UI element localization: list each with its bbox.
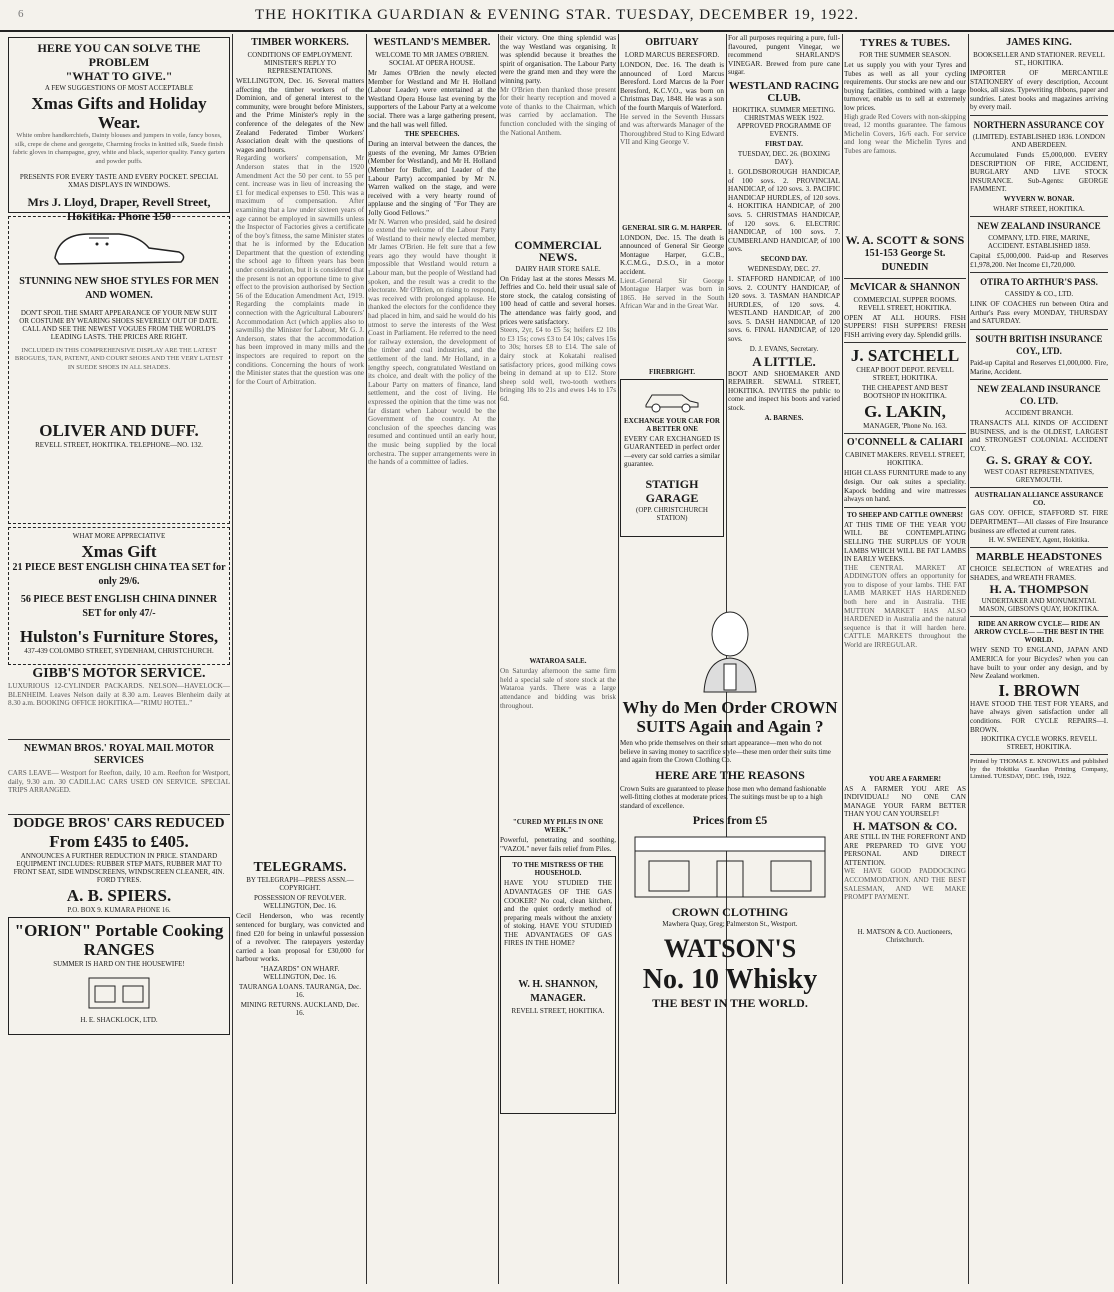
vinegar-body: For all purposes requiring a pure, full-flavoured, pungent Vinegar, we recommend SHARLAND'S VINEGAR. Brewed from pure cane sugar. (728, 34, 840, 77)
westland-article-text: Mr N. Warren who presided, said he desired to extend the welcome of the Labour Party of Westland to their newly elected member, Mr James O'Brien. He felt sure that a few years ago they would have thought it impossible that Westland would return a Labour man, but the people of Westland had spoken, and the result was a credit to the electorate. Mr O'Brien, on rising to respond, was received with prolonged applause. He thanked the electors for the confidence they had placed in him, and said he would do his utmost to serve the interests of the West Coast in Parliament. He referred to the need for railway extension, the development of the timber and coal industries, and the settlement of the land. Mr Holland, in a lengthy speech, congratulated Westland on its choice, and dealt with the policy of the Labour Party on matters of finance, land settlement, and the cost of living. He expressed the opinion that the time was not far distant when Labour would be the Government of the country. At the conclusion of the speeches dancing was resumed and continued until an early hour, the music being supplied by the local orchestra. The supper arrangements were in the hands of a committee of ladies. (368, 217, 496, 467)
cycle-title: RIDE AN ARROW CYCLE— RIDE AN ARROW CYCLE— —THE BEST IN THE WORLD. (974, 620, 1104, 645)
crown-body: Men who pride themselves on their smart appearance—men who do not believe in saving money to sacrifice style—these men order their suits time and again from the Crown Clothing Co. (620, 739, 831, 764)
bonar-name: WYVERN W. BONAR. (1003, 194, 1075, 203)
orion-ad (8, 917, 230, 1035)
gibbs-body: LUXURIOUS 12-CYLINDER PACKARDS. NELSON—HAVELOCK—BLENHEIM. Leaves Nelson daily at 8.30 a.m. Leaves Blenheim daily at 8.30 a.m. BOOKING OFFICE HOKITIKA—"RIMU HOTEL." (8, 682, 230, 708)
oconnell-sub: CABINET MAKERS. REVELL STREET, HOKITIKA. (845, 451, 965, 468)
nzaccident-title: NEW ZEALAND INSURANCE CO. LTD. (977, 384, 1101, 407)
scott-name: W. A. SCOTT & SONS (845, 232, 965, 247)
alliance-body: GAS COY. OFFICE, STAFFORD ST. FIRE DEPARTMENT—All classes of Fire Insurance business are effected at current rates. (970, 509, 1108, 535)
general-title: GENERAL SIR G. M. HARPER. (622, 223, 722, 232)
events-day-2: 1. STAFFORD HANDICAP, of 100 sovs. 2. COUNTY HANDICAP, of 120 sovs. 3. TASMAN HANDICAP HURDLES, of 120 sovs. 4. WESTLAND HANDICAP, of 200 sovs. 5. DASH HANDICAP, of 120 sovs. 6. FINAL HANDICAP, of 120 sovs. (728, 274, 840, 344)
dodge-price: From £435 to £405. (49, 832, 189, 851)
mistress-title: TO THE MISTRESS OF THE HOUSEHOLD. (512, 861, 604, 878)
shannon-name: W. H. SHANNON, MANAGER. (518, 979, 598, 1005)
spiers-name: A. B. SPIERS. (66, 886, 172, 905)
wataroa-title: WATAROA SALE. (529, 657, 587, 666)
tyres-text: High grade Red Covers with non-skipping tread, 12 months guarantee. The famous Michelin Covers, 16/6 each. For service and long wear the Michelin Tyres and Tubes are famous. (844, 112, 966, 155)
xmas-tail: PRESENTS FOR EVERY TASTE AND EVERY POCKET. SPECIAL XMAS DISPLAYS IN WINDOWS. (19, 173, 219, 189)
bonar-address: WHARF STREET, HOKITIKA. (993, 204, 1085, 213)
range-illustration (79, 972, 159, 1012)
second-date: WEDNESDAY, DEC. 27. (747, 264, 821, 273)
xmas-header: HERE YOU CAN SOLVE THE PROBLEM (37, 41, 201, 69)
exchange-body: EVERY CAR EXCHANGED IS GUARANTEED in perfect order—every car sold carries a similar guarantee. (624, 434, 720, 469)
otira-body: LINK OF COACHES run between Otira and Arthur's Pass every MONDAY, THURSDAY and SATURDAY. (970, 300, 1108, 326)
matson-body: ARE STILL IN THE FOREFRONT AND ARE PREPARED TO GIVE YOU PERSONAL AND DIRECT ATTENTION. (844, 833, 966, 867)
events-day-1: 1. GOLDSBOROUGH HANDICAP, of 100 sovs. 2. PROVINCIAL HANDICAP, of 120 sovs. 3. PACIFIC HANDICAP HURDLES, of 120 sovs. 4. HOKITIKA HANDICAP, of 200 sovs. 5. CHRISTMAS HANDICAP, of 120 sovs. 6. ELECTRIC HANDICAP, of 100 sovs. 7. CUMBERLAND HANDICAP, of 100 sovs. (728, 167, 840, 254)
gray-name: G. S. GRAY & COY. (985, 453, 1093, 468)
sheep-text: THE CENTRAL MARKET AT ADDINGTON offers an opportunity for you to dispose of your lambs. THE FAT LAMB MARKET HAS HARDENED both here and in Australia. THE MUTTON MARKET HAS ALSO HARDENED in Australia and the natural sequence is that it will harden here. CATTLE MARKETS throughout the World are IRREGULAR. (844, 563, 966, 650)
xmas-title: Xmas Gifts and Holiday Wear. (31, 94, 207, 132)
marble-body: CHOICE SELECTION of WREATHS and SHADES, and WREATH FRAMES. (970, 565, 1108, 582)
cured-body: Powerful, penetrating and soothing, "VAZOL" never fails relief from Piles. (500, 836, 616, 853)
column-3 (368, 34, 496, 1284)
spiers-address: P.O. BOX 9. KUMARA PHONE 16. (67, 906, 171, 914)
wataroa-text: On Saturday afternoon the same firm held a special sale of store stock at the Wataroa yards. There was a large attendance and bidding was brisk throughout. (500, 667, 616, 710)
xmas-items: White ombre handkerchiefs, Dainty blouses and jumpers in voile, fancy boxes, silk, crepe de chene and georgette, Charming frocks in knitted silk, Suede finish fabric gloves in champagne, grey, white and black, superior quality. Fancy garters and powder puffs. (12, 132, 226, 165)
telegrams-body: Cecil Henderson, who was recently sentenced for burglary, was convicted and fined £20 for being in unlawful possession of a revolver. The ratepayers yesterday carried a loan proposal for £30,000 for harbour works. (236, 912, 364, 964)
gibbs-title: GIBB'S MOTOR SERVICE. (32, 666, 206, 681)
obituary-text: He served in the Seventh Hussars and was afterwards Manager of the Thoroughbred Stud to King Edward VII and King George V. (620, 112, 724, 147)
gas-ad (500, 856, 616, 1114)
thompson-sub: UNDERTAKER AND MONUMENTAL MASON, GIBSON'S QUAY, HOKITIKA. (979, 597, 1099, 614)
whisky-tagline: THE BEST IN THE WORLD. (652, 996, 808, 1010)
shoe-extra: INCLUDED IN THIS COMPREHENSIVE DISPLAY ARE THE LATEST BROGUES, TAN, PATENT, AND COURT SHOES AND THE VERY LATEST IN SUEDE SHOES IN ALL SHADES. (14, 346, 224, 371)
sweeney-name: H. W. SWEENEY, Agent, Hokitika. (988, 536, 1090, 545)
oliver-address: REVELL STREET, HOKITIKA. TELEPHONE—NO. 132. (35, 440, 203, 449)
column-7 (844, 34, 966, 1284)
telegrams-sub: BY TELEGRAPH—PRESS ASSN.—COPYRIGHT. (246, 876, 354, 893)
man-pointing-illustration (690, 604, 770, 694)
crown-ad (620, 600, 840, 1284)
column-1 (8, 34, 230, 1284)
first-day: FIRST DAY. (765, 139, 803, 148)
thompson-name: H. A. THOMPSON (989, 582, 1089, 597)
cycle-body: WHY SEND TO ENGLAND, JAPAN AND AMERICA for your Bicycles? when you can have built to your order any design, and by New Zealand workmen. (970, 646, 1108, 681)
commercial-text: Steers, 2yr, £4 to £5 5s; heifers £2 10s to £3 15s; cows £3 to £4 10s; calves 15s to 30s; horses £8 to £14. The sale of dairy stock at Kokatahi realised satisfactory prices, good milking cows being in demand at up to £12. Store sheep sold well, two-tooth wethers bringing 18s to 21s and ewes 14s to 17s 6d. (500, 326, 616, 403)
column-4 (500, 34, 616, 1284)
northern-title: NORTHERN ASSURANCE COY (973, 119, 1105, 130)
timber-article-text: Regarding workers' compensation, Mr Anderson states that in the 1920 Amendment Act the 50 per cent. to 55 per cent. increase was in lieu of increasing the £1 for medical expenses to £50. This was a maximum of compensation. After examining that a law under sixteen years of age cannot be employed in sawmills unless the Inspector of Factories gives a certificate of the boy's fitness, the same Minister states that he is informed by the Education Department that the question of extending the school age to fifteen years has been under consideration, but it is considered that the present is not an opportune time to give effect to the provision authorised by Section 56 of the Education Amendment Act, 1919. Regarding the complaints made in connection with the Agricultural Labourers' Accommodation Act (which applies also to sawmills) the Minister for Labour, Mr G. J. Anderson, states that the accommodation has been improved in many mills and the inspectors are required to report on the conditions. Concerning the hours of work the Minister states that the question was one for the Court of Arbitration. (236, 154, 364, 386)
mistress-body: HAVE YOU STUDIED THE ADVANTAGES OF THE GAS COOKER? No coal, clean kitchen, and the quiet orderly method of preparing meals without the anxiety of stoking. HAVE YOU STUDIED THE ADVANTAGES OF GAS FIRES IN THE HOME? (504, 879, 612, 948)
scott-address: 151-153 George St. DUNEDIN (864, 247, 946, 273)
nzi-title: NEW ZEALAND INSURANCE (977, 220, 1101, 231)
column-5 (620, 34, 724, 604)
orion-sub: SUMMER IS HARD ON THE HOUSEWIFE! (53, 960, 185, 968)
statigh-address: (OPP. CHRISTCHURCH STATION) (636, 505, 708, 522)
masthead (0, 0, 1114, 32)
statigh-name: STATIGH GARAGE (645, 476, 699, 505)
timber-body: WELLINGTON, Dec. 16. Several matters affecting the timber workers of the Dominion, and of general interest to the community, were brought before Ministers, and the Prime Minister's reply in the conference of the delegates of the New Zealand Federated Timber Workers' Association dealt with the questions of wages and hours. (236, 77, 364, 154)
china-ad (8, 527, 230, 665)
mcvicar-title: McVICAR & SHANNON (850, 281, 960, 293)
orion-agent: H. E. SHACKLOCK, LTD. (80, 1016, 158, 1024)
china-head: WHAT MORE APPRECIATIVE (72, 532, 166, 540)
speeches-body: During an interval between the dances, the guests of the evening, Mr James O'Brien (Member for Westland), and Mr H. Holland (Member for Buller, and Leader of the Labour Party) accompanied by Mr N. Warren walked on the stage, and were received with a very hearty round of applause and the singing of "For They are Jolly Good Fellows." (368, 140, 496, 217)
westland-sub: WELCOME TO MR JAMES O'BRIEN. SOCIAL AT OPERA HOUSE. (375, 51, 489, 67)
imprint: Printed by THOMAS E. KNOWLES and published by the Hokitika Guardian Printing Company, Limited. TUESDAY, DEC. 19th, 1922. (970, 758, 1108, 781)
king-sub: BOOKSELLER AND STATIONER. REVELL ST., HOKITIKA. (973, 51, 1105, 67)
south-title: SOUTH BRITISH INSURANCE COY., LTD. (975, 333, 1103, 356)
sheep-title: TO SHEEP AND CATTLE OWNERS! (846, 510, 964, 519)
matson-text: WE HAVE GOOD PADDOCKING ACCOMMODATION. AND THE BEST SALESMAN, AND WE MAKE PROMPT PAYMENT. (844, 867, 966, 902)
watson-title: WATSON'S (663, 934, 797, 963)
obituary-body: LONDON, Dec. 16. The death is announced of Lord Marcus Beresford. Lord Marcus de la Poer Beresford, K.C.V.O., was born on Christmas Day, 1848. He was a son of the fourth Marquis of Waterford. (620, 61, 724, 112)
telegram-3: TAURANGA LOANS. TAURANGA, Dec. 16. (238, 982, 362, 999)
speeches-title: THE SPEECHES. (404, 130, 460, 139)
hulston-address: 437-439 COLOMBO STREET, SYDENHAM, CHRISTCHURCH. (24, 647, 214, 655)
little-body: BOOT AND SHOEMAKER AND REPAIRER. SEWALL STREET, HOKITIKA. INVITES the public to come and inspect his boots and varied stock. (728, 369, 840, 413)
otira-title: OTIRA TO ARTHUR'S PASS. (980, 277, 1098, 288)
nzi-body: Capital £5,000,000. Paid-up and Reserves £1,978,200. Net Income £1,720,000. (970, 251, 1108, 269)
obituary-title: OBITUARY (645, 37, 699, 48)
column-8 (970, 34, 1108, 1284)
mcvicar-body: OPEN AT ALL HOURS. FISH SUPPERS! FISH SUPPERS! FRESH FISH arriving every day. Splendid grills. (844, 313, 966, 339)
exchange-title: EXCHANGE YOUR CAR FOR A BETTER ONE (624, 416, 720, 433)
lakin-sub: MANAGER, 'Phone No. 163. (863, 422, 947, 431)
racing-title: WESTLAND RACING CLUB. (728, 79, 840, 104)
commercial-title: COMMERCIAL NEWS. (514, 237, 602, 264)
cont-text: Mr O'Brien then thanked those present for their hearty reception and moved a vote of thanks to the Chairman, which was carried by acclamation. The function concluded with the singing of the National Anthem. (500, 85, 616, 137)
farmer-body: AS A FARMER YOU ARE AS INDIVIDUAL! NO ONE CAN MANAGE YOUR FARM BETTER THAN YOU CAN YOURSELF! (844, 784, 966, 819)
king-body: IMPORTER OF MERCANTILE STATIONERY of every description, Account books, all sizes. Typewriting ribbons, paper and sundries. Latest books and magazines arriving by every mail. (970, 69, 1108, 112)
south-body: Paid-up Capital and Reserves £1,000,000. Fire, Marine, Accident. (970, 358, 1108, 376)
tyres-body: Let us supply you with your Tyres and Tubes as well as all your cycling requirements. Our stocks are new and our buying facilities, combined with a large turnover, enable us to sell at extremely low prices. (844, 61, 966, 112)
brown-address: HOKITIKA CYCLE WORKS. REVELL STREET, HOKITIKA. (981, 735, 1097, 752)
general-text: Lieut.-General Sir George Montague Harper was born in 1865. He served in the South African War and in the Great War. (620, 276, 724, 311)
china-offer-2: 56 PIECE BEST ENGLISH CHINA DINNER SET for only 47/- (20, 594, 218, 619)
alliance-title: AUSTRALIAN ALLIANCE ASSURANCE CO. (974, 491, 1104, 508)
telegram-4: MINING RETURNS. AUCKLAND, Dec. 16. (240, 1000, 360, 1017)
shoe-header: STUNNING NEW SHOE STYLES FOR MEN AND WOMEN. (19, 275, 219, 301)
page-number: 6 (18, 8, 25, 20)
dodge-title: DODGE BROS' CARS REDUCED (13, 816, 225, 831)
lloyd-name: Mrs J. Lloyd, Draper, Revell Street, Hokitika. Phone 150 (27, 195, 211, 223)
hulston-name: Hulston's Furniture Stores, (19, 627, 219, 646)
crown-address: Mawhera Quay, Greg; Palmerston St., Westport. (662, 920, 798, 928)
garage-ad (620, 379, 724, 537)
whisky-title: No. 10 Whisky (642, 964, 818, 995)
shoe-illustration (49, 224, 189, 268)
shoe-body: DON'T SPOIL THE SMART APPEARANCE OF YOUR NEW SUIT OR COSTUME BY WEARING SHOES SEVERELY OUT OF DATE. CALL AND SEE THE NEWEST VOGUES FROM THE WORLD'S LEADING LASTS. THE PRICES ARE RIGHT. (19, 308, 219, 341)
china-title: Xmas Gift (81, 542, 157, 561)
satchell-body: THE CHEAPEST AND BEST BOOTSHOP IN HOKITIKA. (861, 384, 949, 401)
telegrams-title: TELEGRAMS. (253, 860, 347, 876)
northern-body: Accumulated Funds £5,000,000. EVERY DESCRIPTION OF FIRE, ACCIDENT, BURGLARY AND LIVE STOCK INSURANCE. Sub-Agents: GEORGE FAMMENT. (970, 150, 1108, 194)
marble-title: MARBLE HEADSTONES (975, 551, 1103, 564)
oconnell-body: HIGH CLASS FURNITURE made to any design. Our oak suites a speciality. Kapock bedding and wire mattresses always on hand. (844, 469, 966, 504)
sheep-body: AT THIS TIME OF THE YEAR YOU WILL BE CONTEMPLATING SELLING THE SURPLUS OF YOUR LAMBS WHICH WILL BE FAT LAMBS IN EARLY WEEKS. (844, 520, 966, 564)
nzaccident-body: TRANSACTS ALL KINDS OF ACCIDENT BUSINESS, and is the OLDEST, LARGEST and STRONGEST COLONIAL ACCIDENT COY. (970, 419, 1108, 453)
first-date: TUESDAY, DEC. 26. (BOXING DAY). (737, 149, 831, 166)
cured-title: "CURED MY PILES IN ONE WEEK." (512, 818, 604, 835)
nzaccident-sub: ACCIDENT BRANCH. (1005, 409, 1073, 418)
satchell-sub: CHEAP BOOT DEPOT. REVELL STREET, HOKITIKA. (856, 366, 954, 383)
commercial-body: On Friday last at the stores Messrs M. Jeffries and Co. held their usual sale of store stock, the catalog consisting of 100 head of cattle and several horses. The attendance was fairly good, and prices were satisfactory. (500, 274, 616, 326)
satchell-name: J. SATCHELL (850, 346, 960, 366)
reasons-body: Crown Suits are guaranteed to please those men who demand fashionable well-fitting clothes at moderate prices. The suitings must be up to a high standard of excellence. (620, 784, 827, 810)
barnes-name: A. BARNES. (764, 413, 804, 422)
matson-name: H. MATSON & CO. (852, 819, 958, 834)
china-offer-1: 21 PIECE BEST ENGLISH CHINA TEA SET for only 29/6. (12, 562, 226, 587)
timber-sub: CONDITIONS OF EMPLOYMENT. MINISTER'S REPLY TO REPRESENTATIONS. (247, 51, 353, 75)
obituary-sub: LORD MARCUS BERESFORD. (624, 51, 720, 59)
otira-sub: CASSIDY & CO., LTD. (1004, 290, 1074, 299)
firebright-title: FIREBRIGHT. (649, 367, 695, 376)
gray-sub: WEST COAST REPRESENTATIVES, GREYMOUTH. (984, 468, 1094, 485)
racing-sub: HOKITIKA. SUMMER MEETING. CHRISTMAS WEEK 1922. APPROVED PROGRAMME OF EVENTS. (732, 105, 836, 138)
telegram-1: POSSESSION OF REVOLVER. WELLINGTON, Dec. 16. (253, 894, 347, 911)
nzi-sub: COMPANY, LTD. FIRE, MARINE, ACCIDENT. ESTABLISHED 1859. (987, 233, 1091, 250)
crown-question: Why do Men Order CROWN SUITS Again and Again ? (622, 698, 838, 736)
xmas-quote: "WHAT TO GIVE." (65, 69, 173, 83)
dodge-body: ANNOUNCES A FURTHER REDUCTION IN PRICE. STANDARD EQUIPMENT INCLUDES: RUBBER STEP MATS, RUBBER MAT TO FRONT SEAT, SIDE WINDSCREENS, WINDSCREEN CLEANER, 4IN. FORD TYRES. (13, 852, 225, 884)
farmer-title: YOU ARE A FARMER! (868, 774, 941, 783)
northern-sub: (LIMITED). ESTABLISHED 1836. LONDON AND ABERDEEN. (972, 132, 1106, 149)
masthead-title: THE HOKITIKA GUARDIAN & EVENING STAR. TUESDAY, DECEMBER 19, 1922. (255, 6, 859, 23)
column-6 (728, 34, 840, 604)
tyres-sub: FOR THE SUMMER SEASON. (859, 51, 951, 59)
shannon-address: REVELL STREET, HOKITIKA. (511, 1007, 605, 1016)
telegram-2: "HAZARDS" ON WHARF. WELLINGTON, Dec. 16. (260, 964, 340, 981)
second-day: SECOND DAY. (760, 254, 808, 263)
reasons-title: HERE ARE THE REASONS (655, 767, 805, 782)
westland-body: Mr James O'Brien the newly elected Member for Westland and Mr H. Holland (Labour Leader) were entertained at the Westland Opera House last evening by the supporters of the Labour Party at a welcome social. There was a large gathering present, and the hall was well filled. (368, 69, 496, 129)
car-illustration (642, 387, 702, 413)
shoe-ad (8, 216, 230, 524)
king-title: JAMES KING. (1006, 37, 1072, 48)
crown-storefront-illustration (625, 831, 835, 901)
xmas-sub: A FEW SUGGESTIONS OF MOST ACCEPTABLE (44, 84, 194, 92)
tyres-title: TYRES & TUBES. (860, 37, 950, 49)
oliver-name: OLIVER AND DUFF. (39, 420, 199, 440)
brown-name: I. BROWN (998, 680, 1080, 700)
matson-tail: H. MATSON & CO. Auctioneers, Christchurch. (857, 928, 953, 945)
lakin-name: G. LAKIN, (864, 402, 946, 422)
crown-logo-text: CROWN CLOTHING (671, 905, 789, 919)
orion-title: "ORION" Portable Cooking RANGES (14, 921, 224, 959)
general-body: LONDON, Dec. 15. The death is announced of General Sir George Montague Harper, G.C.B., K.C.M.G., D.S.O., in a motor accident. (620, 233, 724, 276)
cont-body: their victory. One thing splendid was the way Westland was organising. It was splendid because it breathes the spirit of organisation. The Labour Party were the grand men and they were the winning party. (500, 34, 616, 85)
newman-body: CARS LEAVE— Westport for Reefton, daily, 10 a.m. Reefton for Westport, daily, 9.30 a.m. 30 CADILLAC CARS USED ON SERVICE. SPECIAL TRIPS ARRANGED. (8, 769, 230, 795)
column-2 (236, 34, 364, 1284)
commercial-sub: DAIRY HAIR STORE SALE. (515, 264, 601, 273)
xmas-ad (8, 37, 230, 223)
newman-title: NEWMAN BROS.' ROYAL MAIL MOTOR SERVICES (23, 743, 215, 766)
oconnell-title: O'CONNELL & CALIARI (846, 437, 964, 449)
little-title: A LITTLE. (752, 353, 816, 369)
crown-prices: Prices from £5 (692, 813, 768, 827)
timber-title: TIMBER WORKERS. (251, 37, 349, 48)
brown-body: HAVE STOOD THE TEST FOR YEARS, and have always given satisfaction under all conditions. FOR CYCLE REPAIRS—I. BROWN. (970, 699, 1108, 734)
westland-title: WESTLAND'S MEMBER. (373, 37, 491, 48)
mcvicar-sub: COMMERCIAL SUPPER ROOMS. REVELL STREET, HOKITIKA. (853, 295, 957, 312)
secretary: D. J. EVANS, Secretary. (749, 344, 819, 353)
